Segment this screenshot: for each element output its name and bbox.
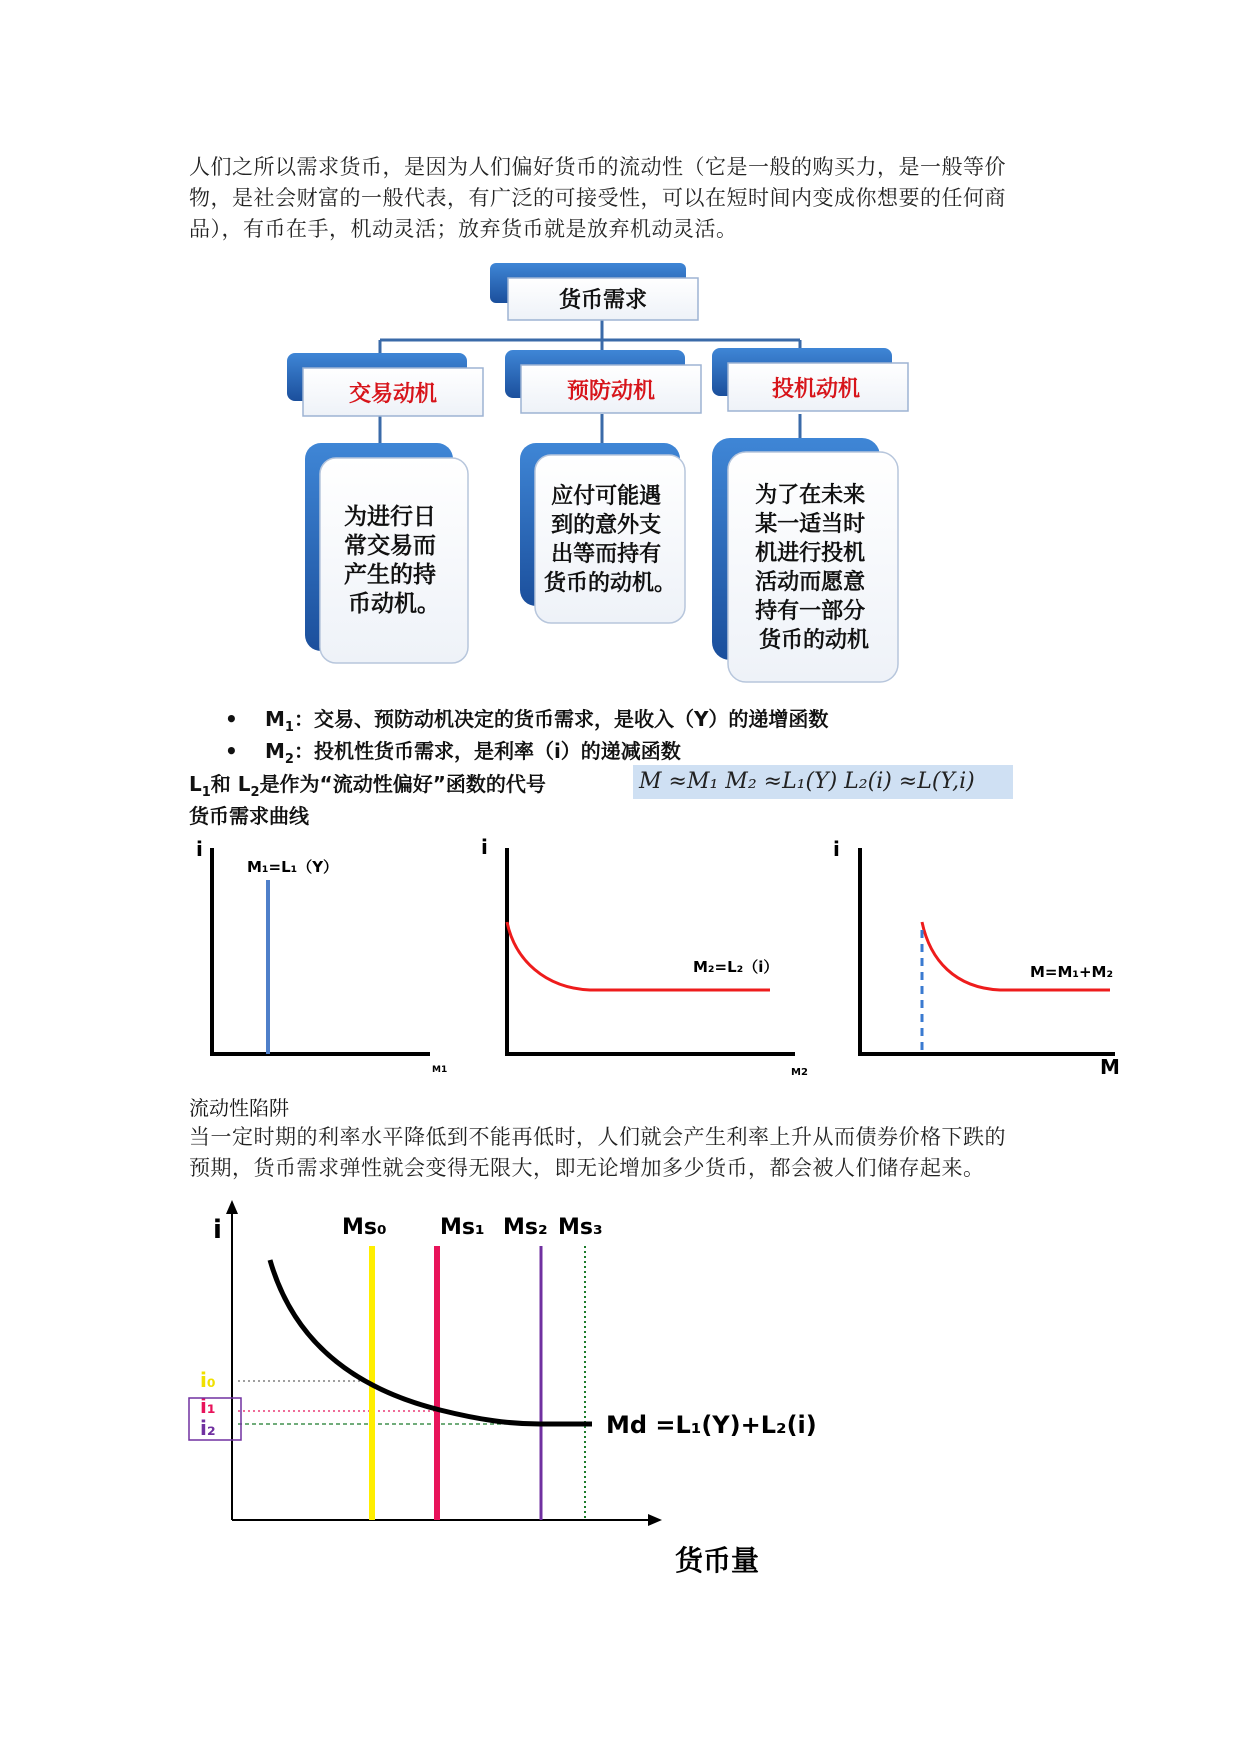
- liquidity-trap-chart: [0, 1180, 1241, 1580]
- motive-node-transaction: [287, 353, 483, 416]
- ms0-label: Ms₀: [342, 1215, 387, 1240]
- desc-line: 出等而持有: [551, 542, 662, 567]
- formula-box: [633, 765, 1013, 799]
- demand-curve-charts: [0, 830, 1241, 1090]
- md-label: Md =L₁(Y)+L₂(i): [606, 1411, 817, 1439]
- y-axis-label: i: [833, 837, 840, 861]
- curve-label: M₁=L₁（Y）: [247, 858, 339, 876]
- root-node: [490, 263, 698, 320]
- ms3-label: Ms₃: [558, 1215, 603, 1240]
- i0-label: i₀: [200, 1368, 216, 1392]
- bullet-m2: • $M_2$：投机性货币需求，是利率（i）的递减函数: [225, 739, 681, 767]
- trap-line: 预期，货币需求弹性就会变得无限大，即无论增加多少货币，都会被人们储存起来。: [189, 1156, 985, 1180]
- bullet-dot: •: [225, 739, 238, 763]
- m2-curve: [507, 922, 770, 990]
- curve-label: M=M₁+M₂: [1030, 963, 1114, 981]
- motive-label: 预防动机: [566, 379, 656, 404]
- x-axis-label: M2: [791, 1067, 808, 1078]
- motive-node-precaution: [505, 350, 701, 413]
- curve-heading: 货币需求曲线: [189, 804, 309, 828]
- trap-line: 当一定时期的利率水平降低到不能再低时，人们就会产生利率上升从而债券价格下跌的: [189, 1125, 1006, 1149]
- desc-line: 某一适当时: [755, 512, 866, 537]
- y-axis-label: i: [481, 835, 488, 859]
- chart-m1: [196, 837, 447, 1075]
- formula-text: M ≈M₁ M₂ ≈L₁(Y) L₂(i) ≈L(Y,i): [639, 769, 975, 794]
- y-axis-label: i: [196, 837, 203, 861]
- desc-line: 为进行日: [343, 504, 436, 530]
- ms1-label: Ms₁: [440, 1215, 485, 1240]
- intro-line: 人们之所以需求货币，是因为人们偏好货币的流动性（它是一般的购买力，是一般等价: [189, 155, 1006, 179]
- desc-line: 到的意外支: [551, 513, 662, 538]
- desc-line: 应付可能遇: [551, 484, 662, 509]
- chart-m2: [481, 835, 808, 1078]
- trap-paragraph: [189, 1122, 1059, 1184]
- intro-line: 品），有币在手，机动灵活；放弃货币就是放弃机动灵活。: [189, 217, 738, 241]
- y-axis-label: i: [213, 1215, 222, 1245]
- i1-label: i₁: [200, 1394, 216, 1418]
- money-demand-diagram: [0, 0, 1241, 700]
- motive-label: 投机动机: [771, 377, 861, 402]
- i2-label: i₂: [200, 1416, 216, 1440]
- desc-line: 为了在未来: [755, 483, 866, 508]
- motive-node-speculation: [712, 348, 908, 411]
- motive-label: 交易动机: [348, 382, 438, 407]
- desc-line: 货币的动机。: [543, 571, 677, 596]
- trap-heading: 流动性陷阱: [189, 1096, 289, 1120]
- desc-line: 币动机。: [348, 591, 440, 617]
- chart-m-total: [833, 837, 1120, 1079]
- bullet-dot: •: [225, 707, 238, 731]
- intro-line: 物，是社会财富的一般代表，有广泛的可接受性，可以在短时间内变成你想要的任何商: [189, 186, 1006, 210]
- desc-line: 机进行投机: [755, 541, 866, 566]
- x-axis-label: M1: [432, 1065, 448, 1075]
- desc-node-precaution: [520, 443, 685, 623]
- liquidity-preference-line: $L_1$和 $L_2$是作为“流动性偏好”函数的代号: [189, 772, 546, 800]
- desc-line: 活动而愿意: [755, 570, 866, 595]
- x-axis-arrow: [648, 1514, 662, 1526]
- desc-line: 货币的动机: [758, 628, 870, 653]
- bullet-m1: • $M_1$：交易、预防动机决定的货币需求，是收入（Y）的递增函数: [225, 707, 829, 735]
- x-axis-label: 货币量: [675, 1544, 760, 1577]
- ms2-label: Ms₂: [503, 1215, 548, 1240]
- x-axis-label: M: [1100, 1055, 1120, 1079]
- md-curve: [270, 1260, 592, 1424]
- desc-node-transaction: [305, 443, 468, 663]
- curve-label: M₂=L₂（i）: [693, 958, 779, 976]
- desc-line: 持有一部分: [755, 599, 866, 624]
- desc-line: 产生的持: [343, 562, 436, 588]
- y-axis-arrow: [226, 1200, 238, 1214]
- desc-node-speculation: [712, 438, 898, 682]
- root-label: 货币需求: [558, 288, 648, 313]
- desc-line: 常交易而: [343, 533, 436, 559]
